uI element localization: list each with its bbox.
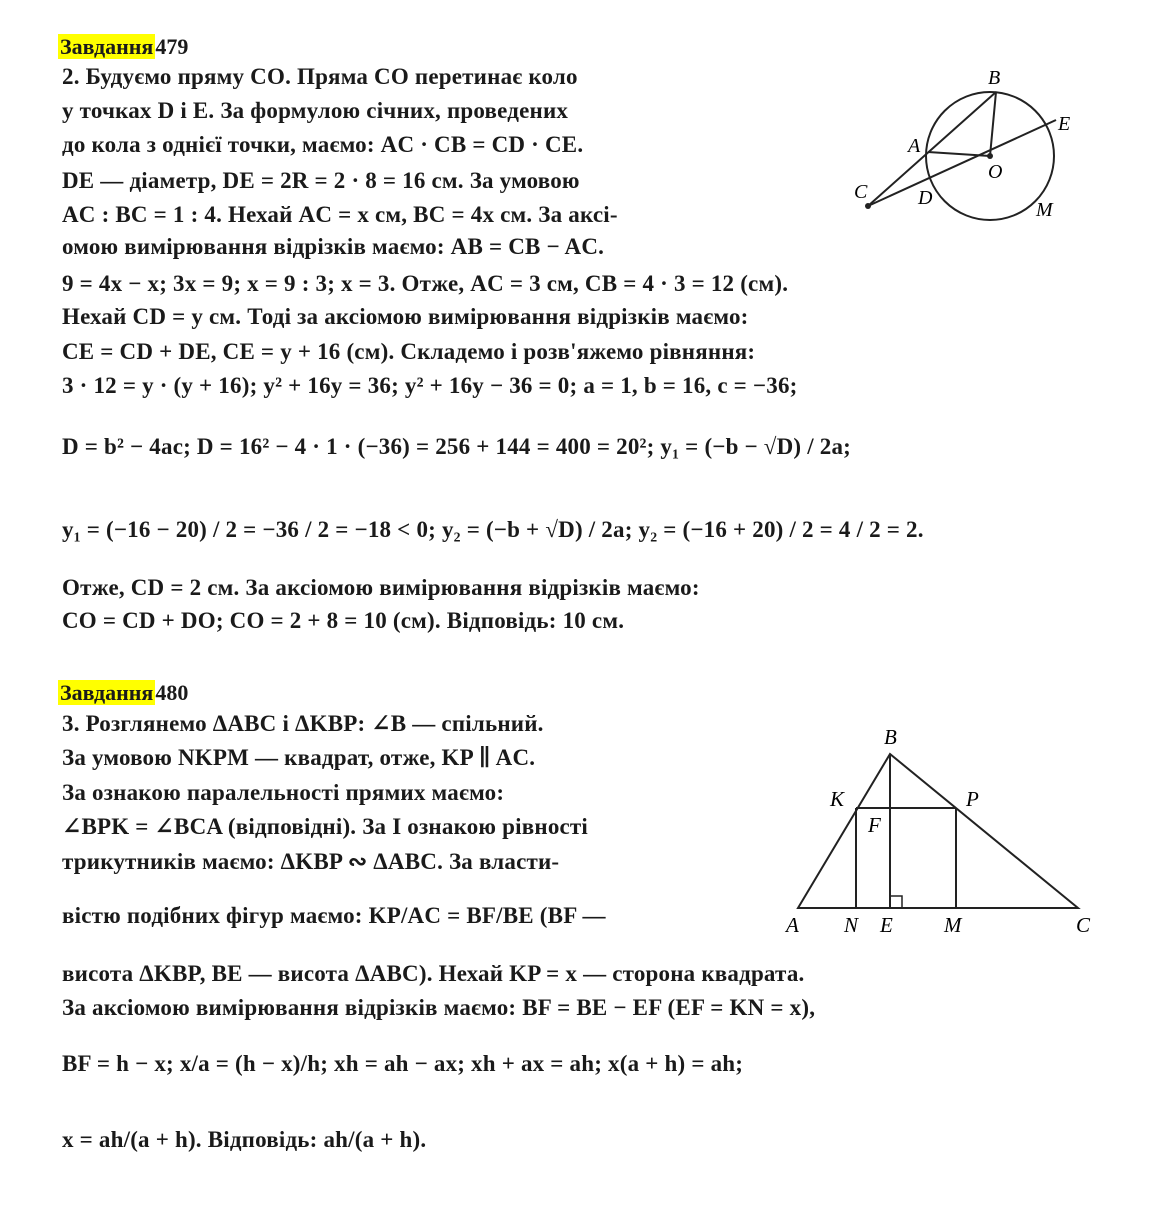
label-e: E — [880, 913, 893, 937]
task-479-figure — [850, 66, 1080, 226]
label-e: E — [1058, 113, 1071, 135]
label-b: B — [988, 67, 1001, 89]
task-480-line: 3. Розглянемо ΔABC і ΔKBP: ∠B — спільний. — [62, 711, 544, 736]
task-480-line: За аксіомою вимірювання відрізків маємо: BF = BE − EF (EF = KN = x), — [62, 995, 816, 1020]
point-c — [865, 203, 871, 209]
task-479-title-word: Завдання — [60, 34, 154, 59]
secant-c-e — [868, 120, 1056, 206]
task-480-line: x = ah/(a + h). Відповідь: ah/(a + h). — [62, 1127, 427, 1152]
task-479-line: до кола з однієї точки, маємо: AC · CB = CD · CE. — [62, 132, 584, 157]
task-479-line: омою вимірювання відрізків маємо: AB = CB − AC. — [62, 234, 605, 259]
task-479-line: 3 · 12 = y · (y + 16); y² + 16y = 36; y² + 16y − 36 = 0; a = 1, b = 16, c = −36; — [62, 373, 798, 398]
label-k: K — [830, 787, 845, 811]
label-c: C — [1076, 913, 1091, 937]
label-c: C — [854, 181, 868, 203]
task-479-line: 9 = 4x − x; 3x = 9; x = 9 : 3; x = 3. Отже, AC = 3 см, CB = 4 · 3 = 12 (см). — [62, 271, 789, 296]
task-480-line: BF = h − x; x/a = (h − x)/h; xh = ah − ax; xh + ax = ah; x(a + h) = ah; — [62, 1051, 744, 1076]
label-a: A — [908, 135, 921, 157]
task-479-title-number: 479 — [155, 34, 189, 59]
task-480-line: вістю подібних фігур маємо: KP/AC = BF/BE (BF — — [62, 903, 606, 928]
segment-b-o — [990, 92, 996, 156]
task-479-line: Нехай CD = y см. Тоді за аксіомою вимірювання відрізків маємо: — [62, 304, 749, 329]
label-o: O — [988, 161, 1003, 183]
label-f: F — [868, 813, 881, 837]
task-479-line: у точках D і E. За формулою січних, проведених — [62, 98, 569, 123]
task-479-line: DE — діаметр, DE = 2R = 2 · 8 = 16 см. За умовою — [62, 168, 580, 193]
task-479-line: AC : BC = 1 : 4. Нехай AC = x см, BC = 4x см. За аксі- — [62, 202, 618, 227]
right-angle-mark — [890, 896, 902, 908]
task-479-line: 2. Будуємо пряму CO. Пряма CO перетинає коло — [62, 64, 578, 89]
task-480-figure — [780, 720, 1100, 940]
label-b: B — [884, 725, 897, 749]
label-p: P — [966, 787, 979, 811]
label-m: M — [944, 913, 962, 937]
task-479-line: D = b² − 4ac; D = 16² − 4 · 1 · (−36) = 256 + 144 = 400 = 20²; y₁ = (−b − √D) / 2a; — [62, 434, 852, 459]
label-a: A — [786, 913, 799, 937]
task-479-line: CO = CD + DO; CO = 2 + 8 = 10 (см). Відповідь: 10 см. — [62, 608, 625, 633]
task-480-line: За умовою NKPM — квадрат, отже, KP ∥ AC. — [62, 745, 536, 770]
task-479-line: Отже, CD = 2 см. За аксіомою вимірювання відрізків маємо: — [62, 575, 700, 600]
point-o — [987, 153, 993, 159]
task-479-line: y₁ = (−16 − 20) / 2 = −36 / 2 = −18 < 0; y₂ = (−b + √D) / 2a; y₂ = (−16 + 20) / 2 = 4 / 2 = 2. — [62, 517, 924, 542]
task-480-line: трикутників маємо: ΔKBP ∾ ΔABC. За власти- — [62, 849, 560, 874]
label-d: D — [918, 187, 933, 209]
task-480-line: висота ΔKBP, BE — висота ΔABC). Нехай KP = x — сторона квадрата. — [62, 961, 805, 986]
label-n: N — [844, 913, 859, 937]
task-480-line: За ознакою паралельності прямих маємо: — [62, 780, 505, 805]
task-480-title-word: Завдання — [60, 680, 154, 705]
task-480-heading — [58, 680, 188, 706]
label-m: M — [1036, 199, 1053, 221]
task-479-line: CE = CD + DE, CE = y + 16 (см). Складемо і розв'яжемо рівняння: — [62, 339, 756, 364]
triangle-abc — [798, 754, 1078, 908]
task-480-title-number: 480 — [155, 680, 189, 705]
task-480-line: ∠BPK = ∠BCA (відповідні). За I ознакою рівності — [62, 814, 589, 839]
task-479-heading — [58, 34, 188, 60]
